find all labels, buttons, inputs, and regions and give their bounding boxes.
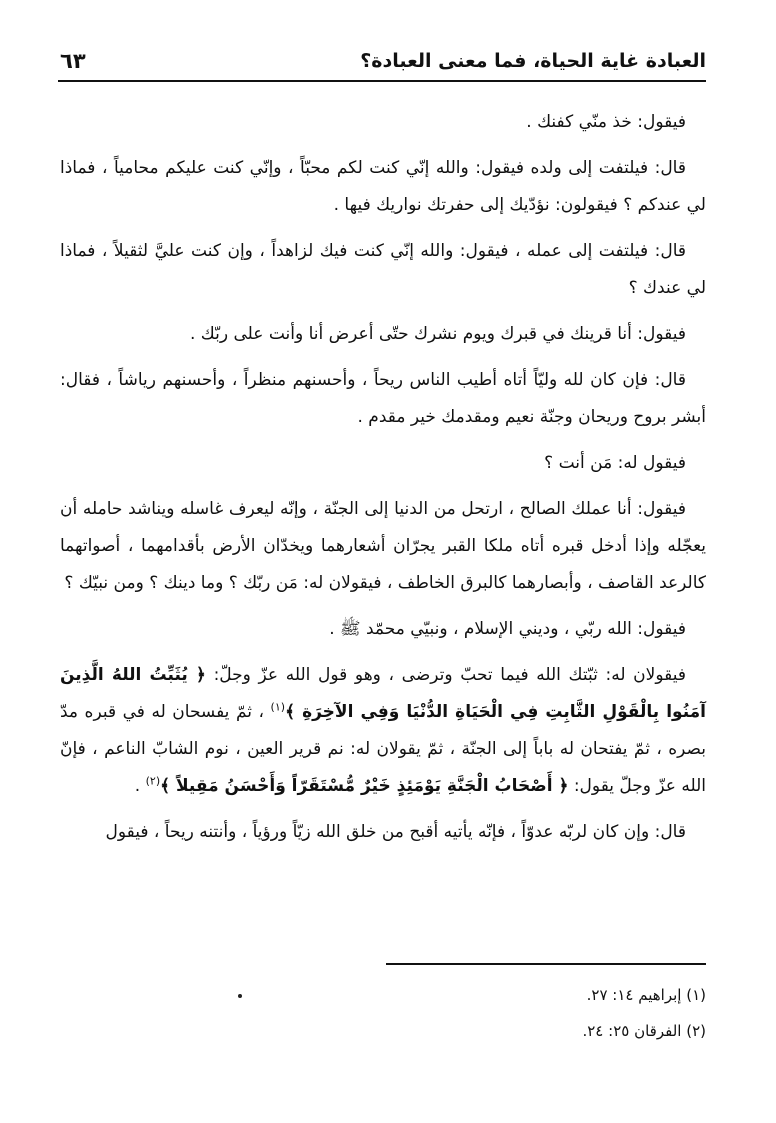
footnote-ref: (٢) — [145, 774, 161, 788]
main-text — [60, 104, 706, 860]
quran-verse: ﴿ يُثَبِّتُ اللهُ الَّذِينَ آمَنُوا بِالْقَوْلِ الثَّابِتِ فِي الْحَيَاةِ الدُّنْيَا وَفِي الآخِرَةِ ﴾ — [60, 665, 706, 722]
page-header — [58, 40, 706, 76]
paragraph: قال: فيلتفت إلى عمله ، فيقول: والله إنّي كنت فيك لزاهداً ، وإن كنت عليَّ لثقيلاً ، فماذا لي عندك ؟ — [60, 241, 706, 298]
verse-paragraph — [60, 657, 706, 805]
footnotes — [360, 980, 706, 1052]
paragraph: فيقول: أنا قرينك في قبرك ويوم نشرك حتّى أعرض أنا وأنت على ربّك . — [190, 324, 686, 344]
running-title: العبادة غاية الحياة، فما معنى العبادة؟ — [360, 50, 706, 72]
paragraph: فيقول له: مَن أنت ؟ — [544, 453, 686, 473]
paragraph: فيقول: الله ربّي ، وديني الإسلام ، ونبيّي محمّد ﷺ . — [329, 619, 686, 639]
header-rule — [58, 80, 706, 82]
paragraph: فيقول: خذ منّي كفنك . — [526, 112, 686, 132]
quran-verse: ﴿ أَصْحَابُ الْجَنَّةِ يَوْمَئِذٍ خَيْرٌ مُّسْتَقَرّاً وَأَحْسَنُ مَقِيلاً ﴾ — [160, 776, 569, 796]
verse-end: . — [134, 776, 141, 796]
stray-dot — [238, 994, 242, 998]
verse-intro: فيقولان له: ثبّتك الله فيما تحبّ وترضى ، وهو قول الله عزّ وجلّ: — [213, 665, 686, 685]
paragraph: قال: وإن كان لربّه عدوّاً ، فإنّه يأتيه أقبح من خلق الله زيّاً ورؤياً ، وأنتنه ريحاً ، فيقول — [105, 822, 686, 842]
footnote: (١) إبراهيم ١٤: ٢٧. — [586, 986, 706, 1004]
paragraph: فيقول: أنا عملك الصالح ، ارتحل من الدنيا إلى الجنّة ، وإنّه ليعرف غاسله ويناشد حامله أن يعجّله وإذا أدخل قبره أتاه ملكا القبر يجرّان أشعارهما ويخدّان الأرض بأقدامهما ، أصواتهما كالرعد القاصف ، وأبصارهما كالبرق الخاطف ، فيقولان له: مَن ربّك ؟ وما دينك ؟ ومن نبيّك ؟ — [60, 499, 706, 593]
paragraph: قال: فإن كان لله وليّاً أتاه أطيب الناس ريحاً ، وأحسنهم منظراً ، وأحسنهم رياشاً ، فقال: أبشر بروح وريحان وجنّة نعيم ومقدمك خير مقدم . — [60, 370, 706, 427]
footnote: (٢) الفرقان ٢٥: ٢٤. — [582, 1022, 706, 1040]
paragraph: قال: فيلتفت إلى ولده فيقول: والله إنّي كنت لكم محبّاً ، وإنّي كنت عليكم محامياً ، فماذا لي عندكم ؟ فيقولون: نؤدّيك إلى حفرتك نواريك فيها . — [60, 158, 706, 215]
footnote-rule — [386, 963, 706, 965]
verse-middle: ، ثمّ يفسحان له في قبره مدّ بصره ، ثمّ يفتحان له باباً إلى الجنّة ، ثمّ يقولان له: نم قرير العين ، نوم الشابّ الناعم ، فإنّ الله عزّ وجلّ يقول: — [60, 702, 706, 796]
page-number: ٦٣ — [60, 49, 86, 73]
footnote-ref: (١) — [270, 700, 286, 714]
